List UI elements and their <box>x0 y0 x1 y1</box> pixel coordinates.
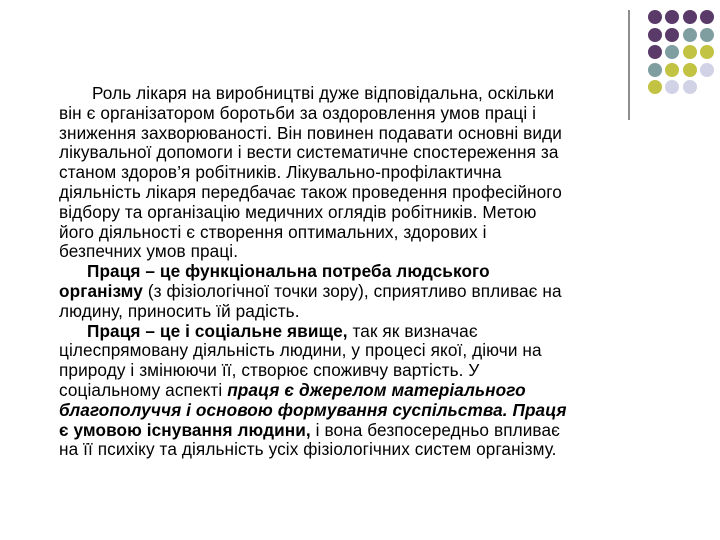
plain-phrase: і вона безпосередньо впливає <box>310 419 561 440</box>
text-line: на її психіку та діяльність усіх фізіологічних систем організму. <box>59 439 557 460</box>
decorative-dot <box>648 45 662 59</box>
decorative-dot <box>700 10 714 24</box>
decorative-dot <box>700 28 714 42</box>
text-line: він є організатором боротьби за оздоровлення умов праці і <box>59 102 537 123</box>
text-line: безпечних умов праці. <box>59 241 239 262</box>
text-line: відбору та організацію медичних оглядів робітників. Метою <box>59 201 537 222</box>
decorative-dot <box>648 10 662 24</box>
decorative-dot <box>700 45 714 59</box>
decorative-dot <box>648 28 662 42</box>
decorative-dot <box>665 10 679 24</box>
decorative-dot <box>665 45 679 59</box>
decorative-dot <box>665 63 679 77</box>
bold-italic-phrase: благополуччя і основою формування суспільства. Праця <box>59 399 567 420</box>
decorative-dot <box>683 10 697 24</box>
text-line <box>59 401 679 421</box>
text-line <box>59 381 679 401</box>
bold-phrase: є умовою існування людини, <box>59 419 311 440</box>
paragraph-labor-social <box>59 322 679 461</box>
plain-phrase: соціальному аспекті <box>59 379 228 400</box>
text-line: лікувальної допомоги і вести систематичне спостереження за <box>59 142 559 163</box>
text-line: людину, приносить їй радість. <box>59 300 300 321</box>
decorative-dot <box>683 63 697 77</box>
text-line: цілеспрямовану діяльність людини, у процесі якої, діючи на <box>59 340 542 361</box>
decorative-dot <box>683 28 697 42</box>
paragraph-doctor-role <box>59 84 679 262</box>
decorative-dot <box>648 63 662 77</box>
bold-phrase: Праця – це і соціальне явище, <box>87 320 348 341</box>
slide-text-body <box>59 84 679 460</box>
text-line: діяльність лікаря передбачає також проведення професійного <box>59 181 562 202</box>
bold-phrase: Праця – це функціональна потреба людського <box>87 261 490 282</box>
text-line <box>59 421 679 441</box>
text-line: зниження захворюваності. Він повинен подавати основні види <box>59 122 562 143</box>
plain-phrase: так як визначає <box>347 320 478 341</box>
text-line: його діяльності є створення оптимальних, здорових і <box>59 221 487 242</box>
text-line <box>59 322 679 342</box>
decorative-dot <box>665 28 679 42</box>
text-line <box>59 262 679 282</box>
decorative-dot <box>683 80 697 94</box>
text-line: природу і змінюючи її, створює споживчу вартість. У <box>59 360 480 381</box>
decorative-dot <box>683 45 697 59</box>
bold-italic-phrase: праця є джерелом матеріального <box>227 379 526 400</box>
bold-phrase: організму <box>59 280 143 301</box>
decorative-dot <box>700 63 714 77</box>
text-line: станом здоров’я робітників. Лікувально-профілактична <box>59 162 502 183</box>
text-line: Роль лікаря на виробництві дуже відповідальна, оскільки <box>92 83 555 103</box>
paragraph-labor-functional <box>59 262 679 321</box>
plain-phrase: (з фізіологічної точки зору), сприятливо впливає на <box>142 280 562 301</box>
text-line <box>59 282 679 302</box>
